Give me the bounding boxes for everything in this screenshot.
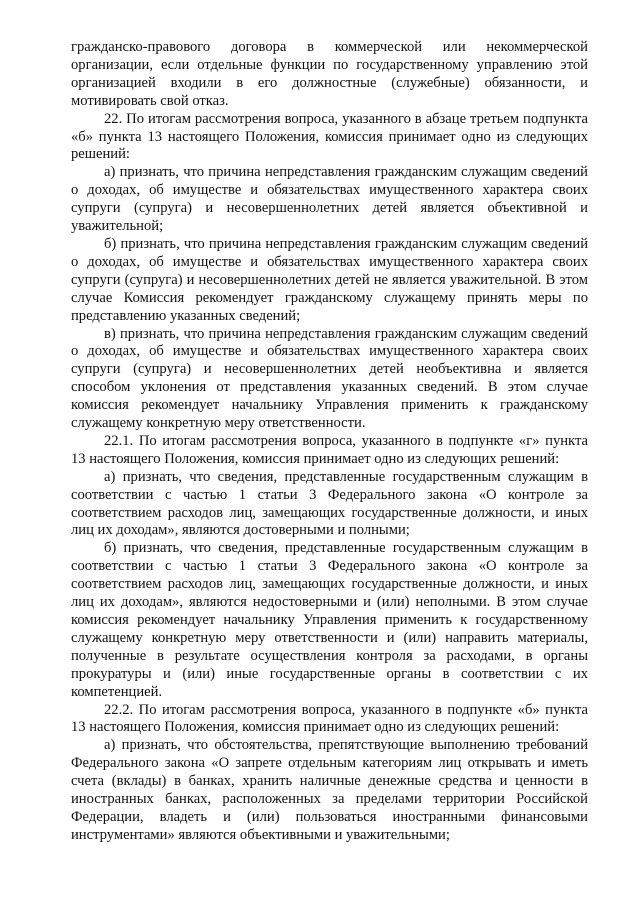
paragraph-continuation: гражданско-правового договора в коммерческой или некоммерческой организации, если отдельные функции по государственному управлению этой организацией входили в его должностные (служебные) обязанности, и мотивировать свой отказ. [71, 39, 588, 109]
document-page [71, 39, 588, 845]
paragraph-22-v: в) признать, что причина непредставления гражданским служащим сведений о доходах, об имуществе и обязательствах имущественного характера своих супруги (супруга) и несовершеннолетних детей необъективна и является способом уклонения от представления указанных сведений. В этом случае комиссия рекомендует начальнику Управления применить к гражданскому служащему конкретную меру ответственности. [71, 325, 588, 432]
paragraph-22-1: 22.1. По итогам рассмотрения вопроса, указанного в подпункте «г» пункта 13 настоящего Положения, комиссия принимает одно из следующих решений: [71, 432, 588, 467]
paragraph-22-a: а) признать, что причина непредставления гражданским служащим сведений о доходах, об имуществе и обязательствах имущественного характера своих супруги (супруга) и несовершеннолетних детей является объективной и уважительной; [71, 164, 588, 235]
paragraph-22-1-a: а) признать, что сведения, представленные государственным служащим в соответствии с частью 1 статьи 3 Федерального закона «О контроле за соответствием расходов лиц, замещающих государственные должности, и иных лиц их доходам», являются достоверными и полными; [71, 468, 588, 539]
paragraph-22-1-b: б) признать, что сведения, представленные государственным служащим в соответствии с частью 1 статьи 3 Федерального закона «О контроле за соответствием расходов лиц, замещающих государственные должности, и иных лиц их доходам», являются недостоверными и (или) неполными. В этом случае комиссия рекомендует начальнику Управления применить к государственному служащему конкретную меру ответственности и (или) направить материалы, полученные в результате осуществления контроля за расходами, в органы прокуратуры и (или) иные государственные органы в соответствии с их компетенцией. [71, 540, 588, 700]
paragraph-22-2-a: а) признать, что обстоятельства, препятствующие выполнению требований Федерального закона «О запрете отдельным категориям лиц открывать и иметь счета (вклады) в банках, хранить наличные денежные средства и ценности в иностранных банках, расположенных за пределами территории Российской Федерации, владеть и (или) пользоваться иностранными финансовыми инструментами» являются объективными и уважительными; [71, 737, 588, 843]
paragraph-22: 22. По итогам рассмотрения вопроса, указанного в абзаце третьем подпункта «б» пункта 13 настоящего Положения, комиссия принимает одно из следующих решений: [71, 110, 588, 163]
paragraph-22-2: 22.2. По итогам рассмотрения вопроса, указанного в подпункте «б» пункта 13 настоящего Положения, комиссия принимает одно из следующих решений: [71, 701, 588, 736]
paragraph-22-b: б) признать, что причина непредставления гражданским служащим сведений о доходах, об имуществе и обязательствах имущественного характера своих супруги (супруга) и несовершеннолетних детей не является уважительной. В этом случае Комиссия рекомендует гражданскому служащему принять меры по представлению указанных сведений; [71, 235, 588, 324]
